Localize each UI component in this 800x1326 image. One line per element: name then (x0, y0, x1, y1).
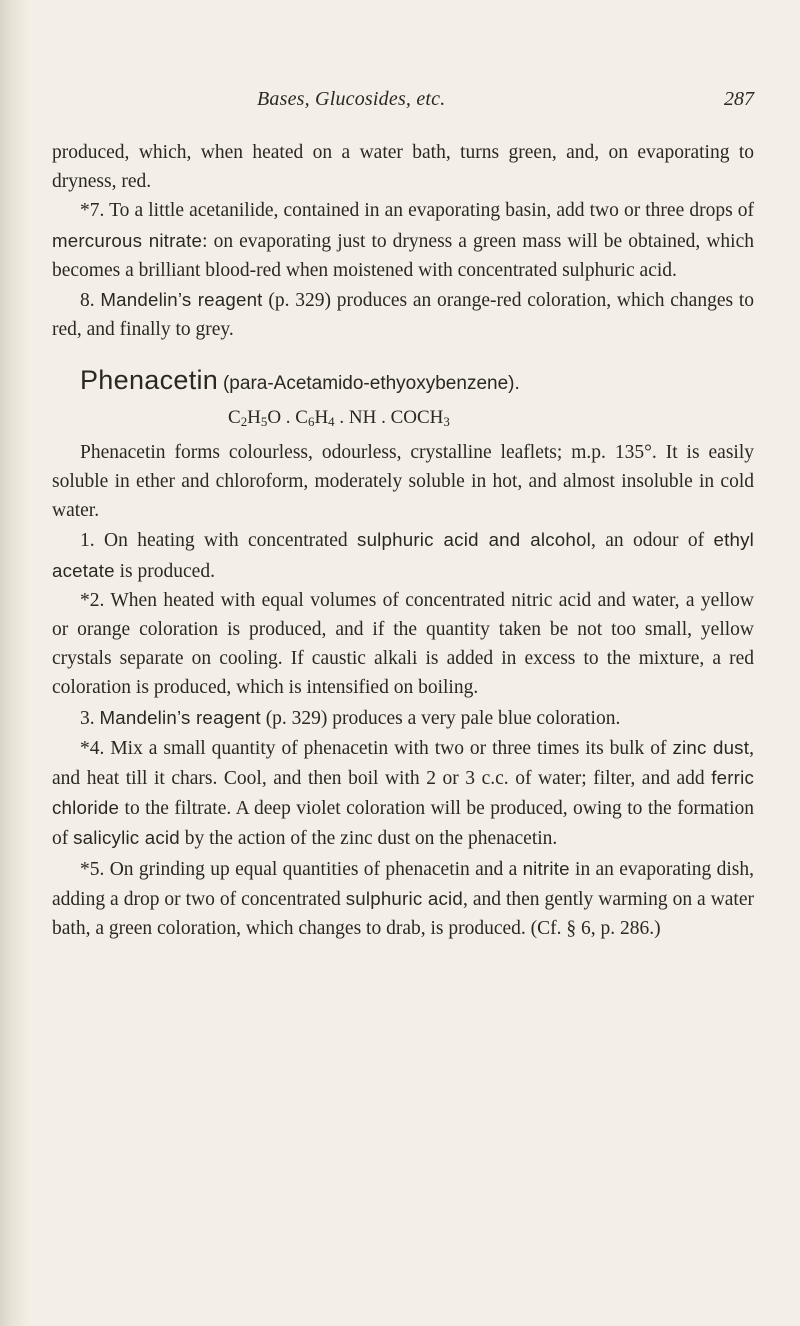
reagent-term: zinc dust (672, 736, 750, 758)
page-gutter-shadow (0, 0, 30, 1326)
paragraph-description: Phenacetin forms colourless, odourless, crystalline leaflets; m.p. 135°. It is easily soluble in ether and chloroform, moderately soluble in hot, and almost insoluble in cold water. (52, 441, 754, 522)
paragraph-continuation: produced, which, when heated on a water bath, turns green, and, on evaporating to dryness, red. (52, 142, 754, 193)
section-subtitle: (para-Acetamido-ethyoxybenzene). (222, 373, 520, 395)
reagent-term: Mandelin’s reagent (99, 706, 261, 728)
paragraph-test-2: *2. When heated with equal volumes of concentrated nitric acid and water, a yellow or orange coloration is produced, and if the quantity taken be not too small, yellow crystals separate on cooling. If caustic alkali is added in excess to the mixture, a red coloration is produced, which is intensified on boiling. (52, 589, 754, 699)
section-heading (52, 366, 754, 398)
reagent-term: sulphuric acid (345, 887, 463, 909)
paragraph-test-7: *7. To a little acetanilide, contained in an evaporating basin, add two or three drops of mercurous nitrate: on evaporating just to dryness a green mass will be obtained, which becomes a brilliant blood-red when moistened with concentrated sulphuric acid. (52, 200, 754, 281)
reagent-term: Mandelin’s reagent (100, 289, 263, 311)
running-head: Bases, Glucosides, etc. (257, 88, 446, 110)
paragraph-test-8: 8. Mandelin’s reagent (p. 329) produces an orange-red coloration, which changes to red, and finally to grey. (52, 289, 755, 341)
reagent-term: mercurous nitrate (52, 229, 203, 251)
reagent-term: sulphuric acid and alcohol (357, 529, 591, 551)
page-header (52, 88, 754, 118)
chemical-formula: $C_2H_5O$ . $C_6H_4$ . NH . $COCH_3$ (228, 406, 450, 429)
reagent-term: salicylic acid (73, 827, 180, 849)
paragraph-test-1: 1. On heating with concentrated sulphuric acid and alcohol, an odour of ethyl acetate is produced. (52, 529, 754, 582)
section-title: Phenacetin (80, 365, 219, 396)
paragraph-test-4: *4. Mix a small quantity of phenacetin with two or three times its bulk of zinc dust, and heat till it chars. Cool, and then boil with 2 or 3 c.c. of water; filter, and add ferric chloride to the filtrate. A deep violet coloration will be produced, owing to the formation of salicylic acid by the action of the zinc dust on the phenacetin. (52, 736, 755, 850)
reagent-term: ferric chloride (52, 767, 754, 819)
paragraph-test-3: 3. Mandelin’s reagent (p. 329) produces a very pale blue coloration. (80, 706, 621, 729)
paragraph-test-5: *5. On grinding up equal quantities of phenacetin and a nitrite in an evaporating dish, adding a drop or two of concentrated sulphuric acid, and then gently warming on a water bath, a green coloration, which changes to drab, is produced. (Cf. § 6, p. 286.) (52, 857, 755, 940)
reagent-term: ethyl acetate (52, 529, 754, 581)
page-number: 287 (724, 88, 754, 110)
reagent-term: nitrite (522, 857, 570, 879)
page-body (52, 138, 754, 943)
